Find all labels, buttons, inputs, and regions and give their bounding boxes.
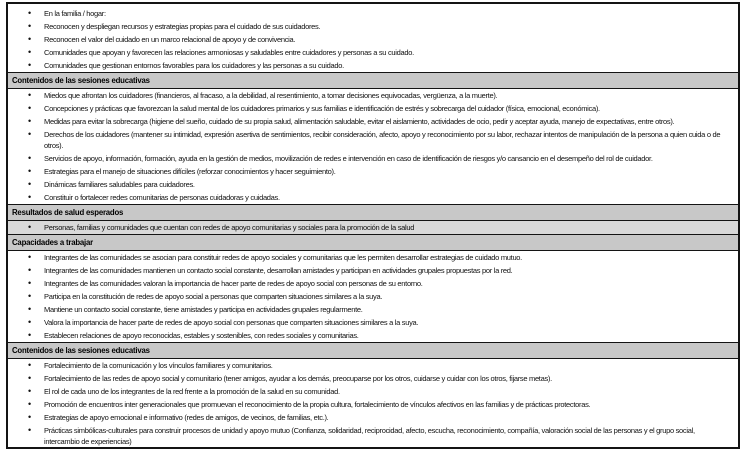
- bullet-icon: [28, 59, 31, 71]
- section-header-contenidos-2: [8, 342, 738, 359]
- bullet-icon: [28, 20, 31, 32]
- list-item-text: Reconocen y despliegan recursos y estrategias propias para el cuidado de sus cuidadores.: [44, 22, 321, 31]
- list-item: [8, 7, 738, 20]
- list-item: [8, 221, 738, 234]
- bullet-icon: [28, 102, 31, 114]
- bullet-icon: [28, 191, 31, 203]
- list-item-text: Constituir o fortalecer redes comunitarias de personas cuidadoras y cuidadas.: [44, 193, 280, 202]
- bullet-icon: [28, 221, 31, 233]
- list-item-text: Fortalecimiento de la comunicación y los vínculos familiares y comunitarios.: [44, 361, 273, 370]
- list-item: [8, 359, 738, 372]
- list-item: [8, 102, 738, 115]
- list-item: [8, 277, 738, 290]
- list-item-text: Servicios de apoyo, información, formación, ayuda en la gestión de medios, movilización de redes e intervención en caso de identificación de riesgos y/o cansancio en el desempeño del rol de cuidador.: [44, 154, 653, 163]
- list-item: [8, 152, 738, 165]
- list-item: [8, 115, 738, 128]
- section-header-resultados: [8, 204, 738, 221]
- bullet-icon: [28, 128, 31, 140]
- list-item: [8, 191, 738, 204]
- bullet-icon: [28, 303, 31, 315]
- bullet-icon: [28, 359, 31, 371]
- list-item-text: Valora la importancia de hacer parte de redes de apoyo social con personas que comparten situaciones similares a la suya.: [44, 318, 419, 327]
- bullet-icon: [28, 152, 31, 164]
- list-item-text: Comunidades que gestionan entornos favorables para los cuidadores y las personas a su cuidado.: [44, 61, 344, 70]
- list-item-text: Concepciones y prácticas que favorezcan la salud mental de los cuidadores primarios y sus familias e identificación de estrés y sobrecarga del cuidador (física, emocional, económica).: [44, 104, 600, 113]
- list-item-text: Estrategias de apoyo emocional e informativo (redes de amigos, de vecinos, de familias, etc.).: [44, 413, 329, 422]
- bullet-icon: [28, 398, 31, 410]
- list-item-text: En la familia / hogar:: [44, 9, 106, 18]
- bullet-icon: [28, 385, 31, 397]
- list-item-text: Fortalecimiento de las redes de apoyo social y comunitario (tener amigos, ayudar a los demás, preocuparse por los otros, cuidarse y cuidar con los otros, fijarse metas).: [44, 374, 552, 383]
- bullet-icon: [28, 165, 31, 177]
- list-item-text: Comunidades que apoyan y favorecen las relaciones armoniosas y saludables entre cuidadores y personas a su cuidado.: [44, 48, 414, 57]
- list-item-text: Participa en la constitución de redes de apoyo social a personas que comparten situaciones similares a la suya.: [44, 292, 383, 301]
- section-header-capacidades: [8, 234, 738, 251]
- list-item-text: Integrantes de las comunidades se asocian para constituir redes de apoyo sociales y comunitarias que les permiten desarrollar estrategias de cuidado mutuo.: [44, 253, 522, 262]
- section-resultados: [8, 221, 738, 234]
- list-item: [8, 411, 738, 424]
- bullet-icon: [28, 251, 31, 263]
- section-header-contenidos-1: [8, 72, 738, 89]
- bullet-icon: [28, 264, 31, 276]
- content-table: [6, 2, 740, 449]
- list-item-text: Establecen relaciones de apoyo reconocidas, estables y sostenibles, con redes sociales y comunitarias.: [44, 331, 359, 340]
- list-item: [8, 290, 738, 303]
- bullet-icon: [28, 316, 31, 328]
- list-item: [8, 165, 738, 178]
- bullet-icon: [28, 46, 31, 58]
- bullet-icon: [28, 411, 31, 423]
- list-item: [8, 59, 738, 72]
- section-header-label: Contenidos de las sesiones educativas: [12, 76, 150, 85]
- list-item: [8, 251, 738, 264]
- bullet-icon: [28, 290, 31, 302]
- list-item: [8, 316, 738, 329]
- list-item: [8, 264, 738, 277]
- list-item-text: Miedos que afrontan los cuidadores (financieros, al fracaso, a la debilidad, al resentimiento, a tomar decisiones equivocadas, vergüenza, a la muerte).: [44, 91, 498, 100]
- list-item-text: Reconocen el valor del cuidado en un marco relacional de apoyo y de convivencia.: [44, 35, 296, 44]
- section-contenidos-1: [8, 89, 738, 204]
- list-item-text: El rol de cada uno de los integrantes de la red frente a la promoción de la salud en su comunidad.: [44, 387, 340, 396]
- list-item-text: Estrategias para el manejo de situaciones difíciles (reforzar conocimientos y hacer seguimiento).: [44, 167, 336, 176]
- list-item: [8, 33, 738, 46]
- list-item: [8, 303, 738, 316]
- list-item: [8, 89, 738, 102]
- bullet-icon: [28, 7, 31, 19]
- list-item: [8, 128, 738, 152]
- list-item-text: Personas, familias y comunidades que cuentan con redes de apoyo comunitarias y sociales para la promoción de la salud: [44, 223, 415, 232]
- section-capacidades: [8, 251, 738, 342]
- bullet-icon: [28, 115, 31, 127]
- bullet-icon: [28, 372, 31, 384]
- list-item-text: Mantiene un contacto social constante, tiene amistades y participa en actividades grupales regularmente.: [44, 305, 363, 314]
- list-item-text: Prácticas simbólicas-culturales para construir procesos de unidad y apoyo mutuo (Confianza, solidaridad, reciprocidad, afecto, escucha, reconocimiento, compañía, valoración social de las personas y el grupo social, intercambio de experiencias): [44, 426, 695, 446]
- section-header-label: Contenidos de las sesiones educativas: [12, 346, 150, 355]
- list-item-text: Promoción de encuentros inter generacionales que promuevan el reconocimiento de la propia cultura, fortalecimiento de vínculos afectivos en las familias y de prácticas protectoras.: [44, 400, 591, 409]
- bullet-icon: [28, 89, 31, 101]
- section-contenidos-2: [8, 359, 738, 448]
- list-item: [8, 424, 738, 448]
- list-item: [8, 398, 738, 411]
- list-item: [8, 372, 738, 385]
- section-outcomes-family: [8, 4, 738, 72]
- bullet-icon: [28, 329, 31, 341]
- list-item-text: Dinámicas familiares saludables para cuidadores.: [44, 180, 195, 189]
- section-header-label: Capacidades a trabajar: [12, 238, 93, 247]
- list-item: [8, 178, 738, 191]
- list-item: [8, 329, 738, 342]
- list-item-text: Integrantes de las comunidades valoran la importancia de hacer parte de redes de apoyo social con personas de su entorno.: [44, 279, 423, 288]
- list-item-text: Derechos de los cuidadores (mantener su intimidad, expresión asertiva de sentimientos, recibir consideración, afecto, apoyo y reconocimiento por su labor, rechazar intentos de manipulación de la persona a quien cuida o de otros).: [44, 130, 721, 150]
- list-item-text: Integrantes de las comunidades mantienen un contacto social constante, desarrollan amistades y participan en actividades grupales propuestas por la red.: [44, 266, 513, 275]
- bullet-icon: [28, 277, 31, 289]
- bullet-icon: [28, 424, 31, 436]
- list-item: [8, 46, 738, 59]
- bullet-icon: [28, 178, 31, 190]
- section-header-label: Resultados de salud esperados: [12, 208, 124, 217]
- list-item: [8, 385, 738, 398]
- list-item: [8, 20, 738, 33]
- list-item-text: Medidas para evitar la sobrecarga (higiene del sueño, cuidado de su propia salud, alimentación saludable, evitar el aislamiento, actividades de ocio, pedir y aceptar ayuda, manejo de expectativas, entre otros).: [44, 117, 675, 126]
- bullet-icon: [28, 33, 31, 45]
